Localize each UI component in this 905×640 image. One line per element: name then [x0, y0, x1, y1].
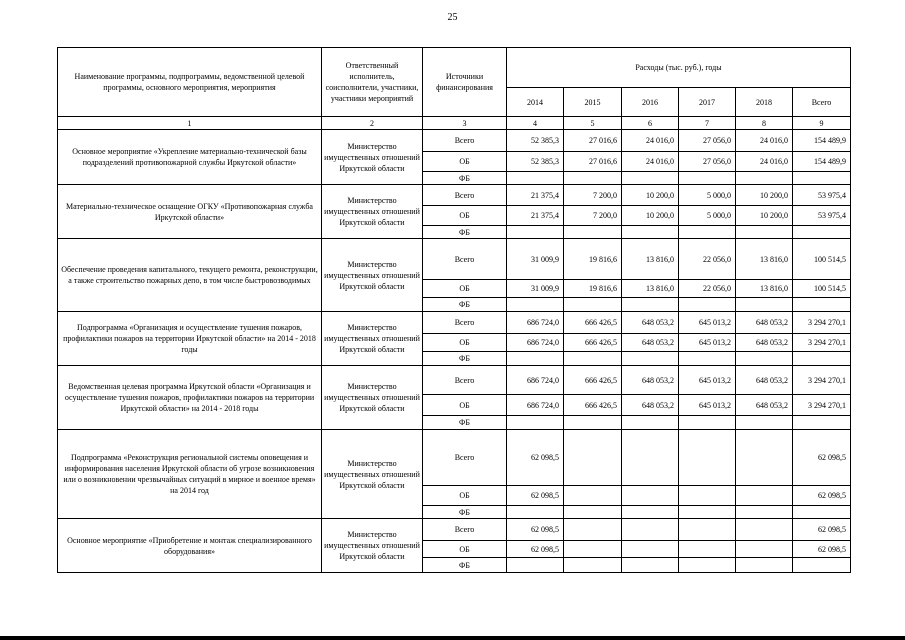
expense-value: 686 724,0	[507, 312, 564, 334]
expense-value	[736, 298, 793, 312]
funding-source: Всего	[423, 239, 507, 280]
expense-value: 52 385,3	[507, 130, 564, 152]
expense-value	[564, 519, 622, 541]
expense-value	[679, 558, 736, 573]
funding-source: ФБ	[423, 558, 507, 573]
expense-value	[564, 430, 622, 486]
funding-source: ОБ	[423, 206, 507, 226]
expense-value	[507, 506, 564, 519]
expense-value: 648 053,2	[736, 334, 793, 352]
expense-value	[679, 506, 736, 519]
expense-value: 10 200,0	[622, 185, 679, 206]
expense-value	[564, 172, 622, 185]
funding-source: ОБ	[423, 395, 507, 416]
table-row	[58, 130, 851, 152]
expense-value: 22 056,0	[679, 280, 736, 298]
header-year: 2015	[564, 88, 622, 117]
program-name: Материально-техническое оснащение ОГКУ «Противопожарная служба Иркутской области»	[58, 185, 322, 239]
expense-value	[564, 506, 622, 519]
total-value: 154 489,9	[793, 130, 851, 152]
funding-source: ОБ	[423, 486, 507, 506]
expense-value: 31 009,9	[507, 280, 564, 298]
total-value	[793, 226, 851, 239]
funding-source: ОБ	[423, 152, 507, 172]
expense-value: 13 816,0	[622, 280, 679, 298]
expense-value	[679, 519, 736, 541]
expense-value	[736, 416, 793, 430]
funding-source: ОБ	[423, 280, 507, 298]
expense-value	[679, 430, 736, 486]
responsible-executor: Министерство имущественных отношений Иркутской области	[322, 239, 423, 312]
total-value: 3 294 270,1	[793, 334, 851, 352]
total-value: 154 489,9	[793, 152, 851, 172]
expense-value	[736, 172, 793, 185]
expense-value: 27 016,6	[564, 130, 622, 152]
expense-value	[679, 172, 736, 185]
responsible-executor: Министерство имущественных отношений Иркутской области	[322, 312, 423, 366]
expense-value	[564, 416, 622, 430]
expense-value	[507, 298, 564, 312]
expense-value: 21 375,4	[507, 185, 564, 206]
page-number: 25	[447, 12, 458, 23]
expense-value: 62 098,5	[507, 519, 564, 541]
program-name: Основное мероприятие «Приобретение и монтаж специализированного оборудования»	[58, 519, 322, 573]
expenses-table	[57, 47, 851, 573]
funding-source: Всего	[423, 366, 507, 395]
expense-value: 666 426,5	[564, 312, 622, 334]
program-name: Подпрограмма «Реконструкция региональной системы оповещения и информирования населения Иркутской области об угрозе возникновения или о возникновении чрезвычайных ситуаций в мирное и военное время» на 2014 год	[58, 430, 322, 519]
expense-value	[622, 298, 679, 312]
expense-value	[622, 486, 679, 506]
table-row	[58, 185, 851, 206]
expense-value	[507, 558, 564, 573]
expense-value: 13 816,0	[622, 239, 679, 280]
header-expenses: Расходы (тыс. руб.), годы	[507, 48, 851, 88]
expense-value: 24 016,0	[736, 152, 793, 172]
expense-value: 686 724,0	[507, 366, 564, 395]
total-value: 53 975,4	[793, 185, 851, 206]
funding-source: ФБ	[423, 352, 507, 366]
expense-value	[564, 226, 622, 239]
expense-value: 21 375,4	[507, 206, 564, 226]
expense-value: 62 098,5	[507, 430, 564, 486]
funding-source: ОБ	[423, 334, 507, 352]
program-name: Обеспечение проведения капитального, текущего ремонта, реконструкции, а также строительство пожарных депо, в том числе быстровозводимых	[58, 239, 322, 312]
expense-value	[507, 172, 564, 185]
expense-value	[564, 298, 622, 312]
expense-value: 686 724,0	[507, 334, 564, 352]
table-row	[58, 239, 851, 280]
expense-value: 666 426,5	[564, 395, 622, 416]
header-year: 2014	[507, 88, 564, 117]
program-name: Подпрограмма «Организация и осуществление тушения пожаров, профилактики пожаров на территории Иркутской области» на 2014 - 2018 годы	[58, 312, 322, 366]
expense-value: 13 816,0	[736, 239, 793, 280]
expense-value: 7 200,0	[564, 185, 622, 206]
expense-value	[622, 416, 679, 430]
total-value	[793, 416, 851, 430]
expense-value: 648 053,2	[736, 366, 793, 395]
expense-value	[622, 430, 679, 486]
expense-value	[736, 558, 793, 573]
expense-value: 27 016,6	[564, 152, 622, 172]
header-year: 2018	[736, 88, 793, 117]
expense-value	[679, 298, 736, 312]
expense-value	[622, 352, 679, 366]
expense-value	[564, 541, 622, 558]
funding-source: Всего	[423, 519, 507, 541]
expense-value: 19 816,6	[564, 280, 622, 298]
total-value	[793, 298, 851, 312]
total-value	[793, 172, 851, 185]
expense-value: 62 098,5	[507, 486, 564, 506]
program-name: Ведомственная целевая программа Иркутской области «Организация и осуществление тушения пожаров, профилактики пожаров на территории Иркутской области» на 2014 - 2018 годы	[58, 366, 322, 430]
col-number: 8	[736, 117, 793, 130]
total-value: 62 098,5	[793, 519, 851, 541]
header-year: 2016	[622, 88, 679, 117]
total-value: 62 098,5	[793, 541, 851, 558]
total-value: 3 294 270,1	[793, 395, 851, 416]
responsible-executor: Министерство имущественных отношений Иркутской области	[322, 130, 423, 185]
total-value: 62 098,5	[793, 430, 851, 486]
col-number: 2	[322, 117, 423, 130]
col-number: 6	[622, 117, 679, 130]
expense-value: 648 053,2	[736, 395, 793, 416]
funding-source: Всего	[423, 130, 507, 152]
expense-value	[679, 486, 736, 506]
funding-source: ФБ	[423, 506, 507, 519]
expense-value: 645 013,2	[679, 334, 736, 352]
expense-value	[679, 352, 736, 366]
expense-value: 31 009,9	[507, 239, 564, 280]
expense-value	[507, 226, 564, 239]
expense-value	[679, 541, 736, 558]
funding-source: ФБ	[423, 298, 507, 312]
expense-value: 648 053,2	[736, 312, 793, 334]
col-number: 1	[58, 117, 322, 130]
expense-value: 24 016,0	[736, 130, 793, 152]
expense-value	[622, 519, 679, 541]
col-number: 7	[679, 117, 736, 130]
total-value: 3 294 270,1	[793, 312, 851, 334]
expense-value	[622, 226, 679, 239]
header-responsible: Ответственный исполнитель, соисполнители, участники, участники мероприятий	[322, 48, 423, 117]
program-name: Основное мероприятие «Укрепление материально-технической базы подразделений противопожарной службы Иркутской области»	[58, 130, 322, 185]
expense-value: 7 200,0	[564, 206, 622, 226]
expense-value: 22 056,0	[679, 239, 736, 280]
funding-source: ОБ	[423, 541, 507, 558]
header-source: Источники финансирования	[423, 48, 507, 117]
col-number: 3	[423, 117, 507, 130]
total-value: 62 098,5	[793, 486, 851, 506]
col-number: 9	[793, 117, 851, 130]
total-value: 53 975,4	[793, 206, 851, 226]
expense-value	[507, 416, 564, 430]
header-name: Наименование программы, подпрограммы, ведомственной целевой программы, основного мероприятия, мероприятия	[58, 48, 322, 117]
expense-value	[736, 541, 793, 558]
total-value: 100 514,5	[793, 280, 851, 298]
table-row	[58, 366, 851, 395]
expense-value: 645 013,2	[679, 312, 736, 334]
expense-value: 648 053,2	[622, 366, 679, 395]
expense-value	[622, 172, 679, 185]
expense-value: 645 013,2	[679, 395, 736, 416]
expense-value	[736, 519, 793, 541]
table-row	[58, 312, 851, 334]
expense-value: 648 053,2	[622, 312, 679, 334]
expense-value	[736, 430, 793, 486]
expense-value	[736, 226, 793, 239]
expense-value	[736, 486, 793, 506]
total-value: 100 514,5	[793, 239, 851, 280]
expense-value: 666 426,5	[564, 334, 622, 352]
col-number: 5	[564, 117, 622, 130]
expense-value: 5 000,0	[679, 185, 736, 206]
expense-value	[564, 352, 622, 366]
expense-value: 666 426,5	[564, 366, 622, 395]
responsible-executor: Министерство имущественных отношений Иркутской области	[322, 519, 423, 573]
expense-value: 645 013,2	[679, 366, 736, 395]
responsible-executor: Министерство имущественных отношений Иркутской области	[322, 366, 423, 430]
funding-source: Всего	[423, 430, 507, 486]
header-year: 2017	[679, 88, 736, 117]
expense-value: 10 200,0	[736, 185, 793, 206]
expense-value: 27 056,0	[679, 152, 736, 172]
expense-value: 27 056,0	[679, 130, 736, 152]
scan-bottom-edge	[0, 636, 905, 640]
expense-value	[622, 506, 679, 519]
expense-value	[507, 352, 564, 366]
expense-value: 5 000,0	[679, 206, 736, 226]
expense-value: 648 053,2	[622, 395, 679, 416]
funding-source: Всего	[423, 312, 507, 334]
funding-source: ФБ	[423, 416, 507, 430]
expense-value: 62 098,5	[507, 541, 564, 558]
expense-value	[564, 558, 622, 573]
expense-value	[622, 541, 679, 558]
expense-value: 24 016,0	[622, 152, 679, 172]
table-row	[58, 430, 851, 486]
table-row	[58, 519, 851, 541]
expense-value: 52 385,3	[507, 152, 564, 172]
funding-source: ФБ	[423, 226, 507, 239]
total-value	[793, 558, 851, 573]
funding-source: ФБ	[423, 172, 507, 185]
total-value	[793, 506, 851, 519]
expense-value	[679, 416, 736, 430]
header-total: Всего	[793, 88, 851, 117]
col-number: 4	[507, 117, 564, 130]
funding-source: Всего	[423, 185, 507, 206]
expense-value: 686 724,0	[507, 395, 564, 416]
expense-value: 10 200,0	[622, 206, 679, 226]
responsible-executor: Министерство имущественных отношений Иркутской области	[322, 430, 423, 519]
responsible-executor: Министерство имущественных отношений Иркутской области	[322, 185, 423, 239]
expense-value: 19 816,6	[564, 239, 622, 280]
total-value	[793, 352, 851, 366]
total-value: 3 294 270,1	[793, 366, 851, 395]
expense-value: 13 816,0	[736, 280, 793, 298]
expense-value: 24 016,0	[622, 130, 679, 152]
expense-value	[679, 226, 736, 239]
expense-value: 10 200,0	[736, 206, 793, 226]
expense-value	[736, 352, 793, 366]
expense-value	[564, 486, 622, 506]
expense-value	[736, 506, 793, 519]
expense-value	[622, 558, 679, 573]
expense-value: 648 053,2	[622, 334, 679, 352]
